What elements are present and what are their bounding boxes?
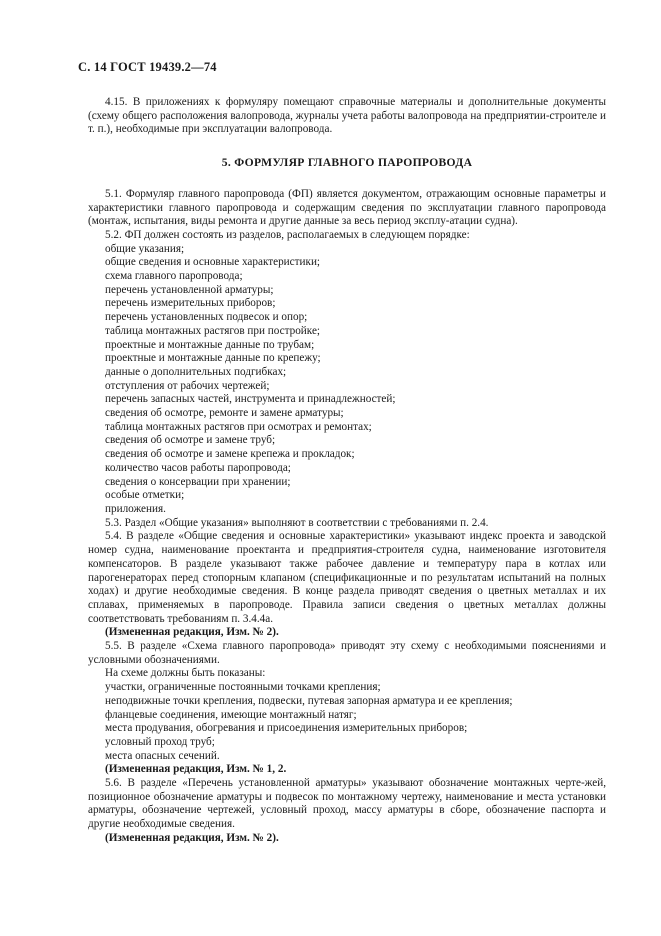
list-item: перечень установленных подвесок и опор; bbox=[105, 311, 308, 324]
list-item: отступления от рабочих чертежей; bbox=[105, 379, 270, 392]
list-item: сведения об осмотре и замене крепежа и прокладок; bbox=[105, 448, 355, 461]
list-item: места продувания, обогревания и присоединения измерительных приборов; bbox=[105, 722, 468, 735]
list-item: приложения. bbox=[105, 502, 166, 515]
paragraph-4-15: 4.15. В приложениях к формуляру помещают справочные материалы и дополнительные документы (схему общего расположения валопровода, журналы учета работы валопровода на предприятии-строителе и т. п.), необходимые при эксплуатации валопровода. bbox=[88, 96, 606, 136]
amendment-note: (Измененная редакция, Изм. № 1, 2. bbox=[105, 763, 287, 776]
list-item: таблица монтажных растягов при осмотрах и ремонтах; bbox=[105, 420, 372, 433]
list-item: сведения об осмотре и замене труб; bbox=[105, 434, 276, 447]
paragraph-5-6: 5.6. В разделе «Перечень установленной арматуры» указывают обозначение монтажных черте-жей, позиционное обозначение арматуры и подвесок по монтажному чертежу, наименование и места установки арматуры, обозначение чертежей, условный проход, массу арматуры в сборе, обозначение паспорта и другие необходимые сведения. bbox=[88, 777, 606, 831]
scheme-list bbox=[88, 681, 606, 763]
list-item: проектные и монтажные данные по крепежу; bbox=[105, 352, 321, 365]
scheme-intro: На схеме должны быть показаны: bbox=[105, 667, 266, 680]
list-item: перечень запасных частей, инструмента и принадлежностей; bbox=[105, 393, 396, 406]
list-item: особые отметки; bbox=[105, 489, 185, 502]
page-header: С. 14 ГОСТ 19439.2—74 bbox=[78, 60, 217, 74]
amendment-note: (Измененная редакция, Изм. № 2). bbox=[105, 831, 279, 844]
paragraph-5-4: 5.4. В разделе «Общие сведения и основные характеристики» указывают индекс проекта и заводской номер судна, наименование проектанта и предприятия-строителя судна, наименование изготовителя компенсаторов. В разделе указывают также рабочее давление и температуру пара в котлах или парогенераторах перед стопорным клапаном (спецификационные и по результатам испытаний на полных ходах) и другие необходимые сведения. В конце раздела приводят сведения о цветных металлах и их сплавах, применяемых в паропроводе. Правила записи сведения о цветных металлах должны соответствовать требованиям п. 3.4.4а. bbox=[88, 530, 606, 625]
list-item: проектные и монтажные данные по трубам; bbox=[105, 338, 315, 351]
paragraph-5-2: 5.2. ФП должен состоять из разделов, располагаемых в следующем порядке: bbox=[105, 228, 470, 241]
list-item: условный проход труб; bbox=[105, 735, 215, 748]
paragraph-5-5: 5.5. В разделе «Схема главного паропровода» приводят эту схему с необходимыми пояснениями и условными обозначениями. bbox=[88, 640, 606, 666]
list-item: общие указания; bbox=[105, 242, 185, 255]
paragraph-5-3: 5.3. Раздел «Общие указания» выполняют в соответствии с требованиями п. 2.4. bbox=[105, 516, 489, 529]
list-item: сведения о консервации при хранении; bbox=[105, 475, 291, 488]
paragraph-5-1: 5.1. Формуляр главного паропровода (ФП) является документом, отражающим основные параметры и характеристики главного паропровода и содержащим сведения по эксплуатации главного паропровода (монтаж, испытания, виды ремонта и другие данные за весь период эксплу-атации судна). bbox=[88, 187, 606, 228]
list-item: участки, ограниченные постоянными точками крепления; bbox=[105, 681, 381, 694]
amendment-note: (Измененная редакция, Изм. № 2). bbox=[105, 626, 279, 639]
sections-list bbox=[88, 243, 606, 517]
list-item: таблица монтажных растягов при постройке; bbox=[105, 324, 321, 337]
list-item: сведения об осмотре, ремонте и замене арматуры; bbox=[105, 407, 344, 420]
list-item: перечень установленной арматуры; bbox=[105, 283, 274, 296]
list-item: перечень измерительных приборов; bbox=[105, 297, 276, 310]
list-item: данные о дополнительных подгибках; bbox=[105, 365, 287, 378]
list-item: места опасных сечений. bbox=[105, 749, 220, 762]
list-item: фланцевые соединения, имеющие монтажный натяг; bbox=[105, 708, 357, 721]
document-body bbox=[88, 96, 606, 846]
section-title: 5. ФОРМУЛЯР ГЛАВНОГО ПАРОПРОВОДА bbox=[221, 156, 473, 170]
list-item: общие сведения и основные характеристики; bbox=[105, 256, 321, 269]
list-item: количество часов работы паропровода; bbox=[105, 461, 291, 474]
list-item: неподвижные точки крепления, подвески, путевая запорная арматура и ее крепления; bbox=[105, 694, 513, 707]
list-item: схема главного паропровода; bbox=[105, 270, 243, 283]
